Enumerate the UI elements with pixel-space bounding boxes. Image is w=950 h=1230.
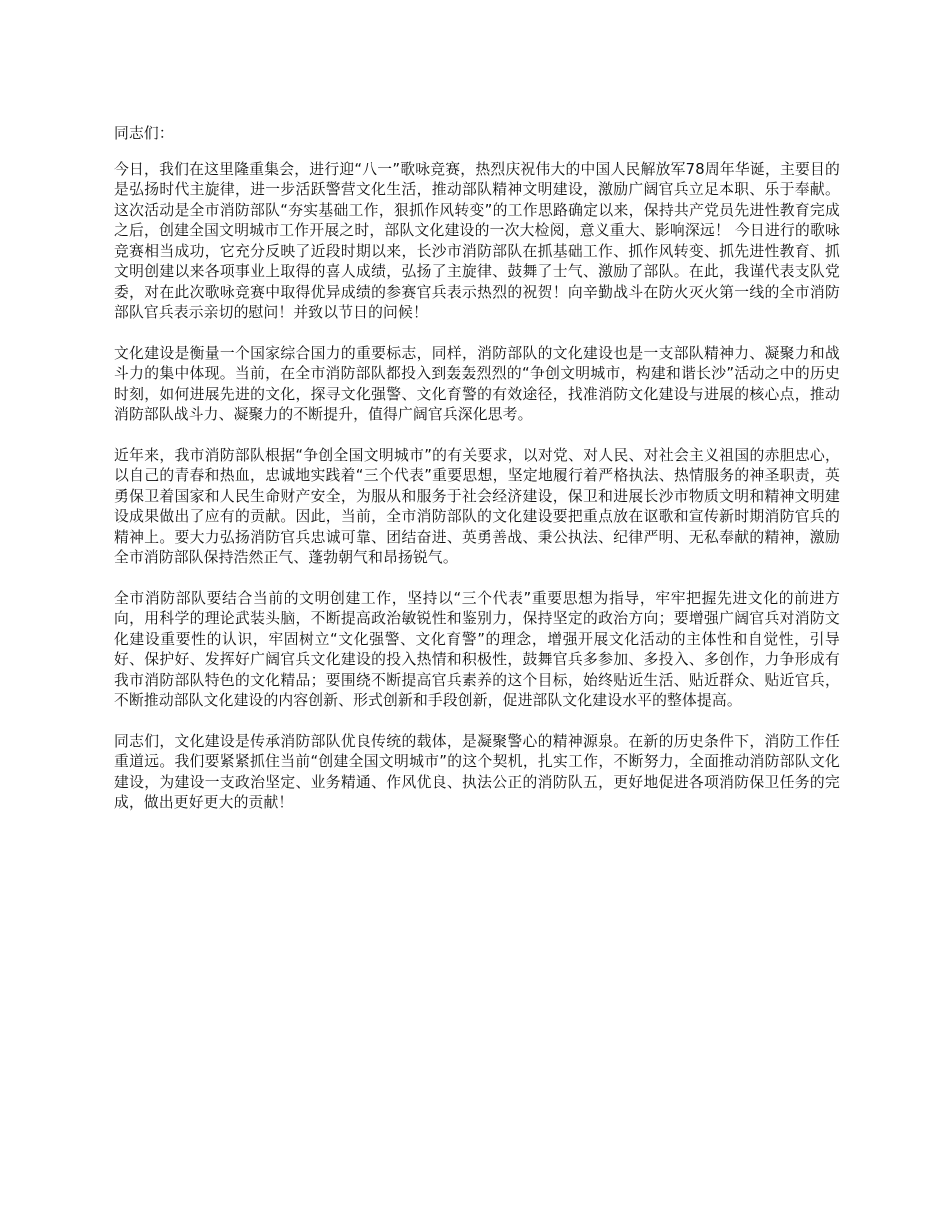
paragraph-2: 文化建设是衡量一个国家综合国力的重要标志，同样，消防部队的文化建设也是一支部队精神力、凝聚力和战斗力的集中体现。当前，在全市消防部队都投入到轰轰烈烈的“争创文明城市，构建和谐长沙”活动之中的历史时刻，如何进展先进的文化，探寻文化强警、文化育警的有效途径，找准消防文化建设与进展的核心点，推动消防部队战斗力、凝聚力的不断提升，值得广阔官兵深化思考。 (114, 344, 840, 423)
paragraph-5: 同志们，文化建设是传承消防部队优良传统的载体，是凝聚警心的精神源泉。在新的历史条件下，消防工作任重道远。我们要紧紧抓住当前“创建全国文明城市”的这个契机，扎实工作，不断努力，全面推动消防部队文化建设，为建设一支政治坚定、业务精通、作风优良、执法公正的消防队五，更好地促进各项消防保卫任务的完成，做出更好更大的贡献！ (114, 732, 840, 811)
greeting: 同志们： (114, 125, 174, 142)
paragraph-4: 全市消防部队要结合当前的文明创建工作，坚持以“三个代表”重要思想为指导，牢牢把握先进文化的前进方向，用科学的理论武装头脑，不断提高政治敏锐性和鉴别力，保持坚定的政治方向；要增强广阔官兵对消防文化建设重要性的认识，牢固树立“文化强警、文化育警”的理念，增强开展文化活动的主体性和自觉性，引导好、保护好、发挥好广阔官兵文化建设的投入热情和积极性，鼓舞官兵多参加、多投入、多创作，力争形成有我市消防部队特色的文化精品；要围绕不断提高官兵素养的这个目标，始终贴近生活、贴近群众、贴近官兵，不断推动部队文化建设的内容创新、形式创新和手段创新，促进部队文化建设水平的整体提高。 (114, 589, 840, 709)
document-body (114, 124, 840, 834)
paragraph-1: 今日，我们在这里隆重集会，进行迎“八一”歌咏竞赛，热烈庆祝伟大的中国人民解放军78周年华诞，主要目的是弘扬时代主旋律，进一步活跃警营文化生活，推动部队精神文明建设，激励广阔官兵立足本职、乐于奉献。这次活动是全市消防部队“夯实基础工作，狠抓作风转变”的工作思路确定以来，保持共产党员先进性教育完成之后，创建全国文明城市工作开展之时，部队文化建设的一次大检阅，意义重大、影响深远！ 今日进行的歌咏竞赛相当成功，它充分反映了近段时期以来，长沙市消防部队在抓基础工作、抓作风转变、抓先进性教育、抓文明创建以来各项事业上取得的喜人成绩，弘扬了主旋律、鼓舞了士气、激励了部队。在此，我谨代表支队党委，对在此次歌咏竞赛中取得优异成绩的参赛官兵表示热烈的祝贺！向辛勤战斗在防火灭火第一线的全市消防部队官兵表示亲切的慰问！并致以节日的问候！ (114, 160, 840, 321)
paragraph-3: 近年来，我市消防部队根据“争创全国文明城市”的有关要求，以对党、对人民、对社会主义祖国的赤胆忠心，以自己的青春和热血，忠诚地实践着“三个代表”重要思想，坚定地履行着严格执法、热情服务的神圣职责，英勇保卫着国家和人民生命财产安全，为服从和服务于社会经济建设，保卫和进展长沙市物质文明和精神文明建设成果做出了应有的贡献。因此，当前，全市消防部队的文化建设要把重点放在讴歌和宣传新时期消防官兵的精神上。要大力弘扬消防官兵忠诚可靠、团结奋进、英勇善战、秉公执法、纪律严明、无私奉献的精神，激励全市消防部队保持浩然正气、蓬勃朝气和昂扬锐气。 (114, 446, 840, 566)
